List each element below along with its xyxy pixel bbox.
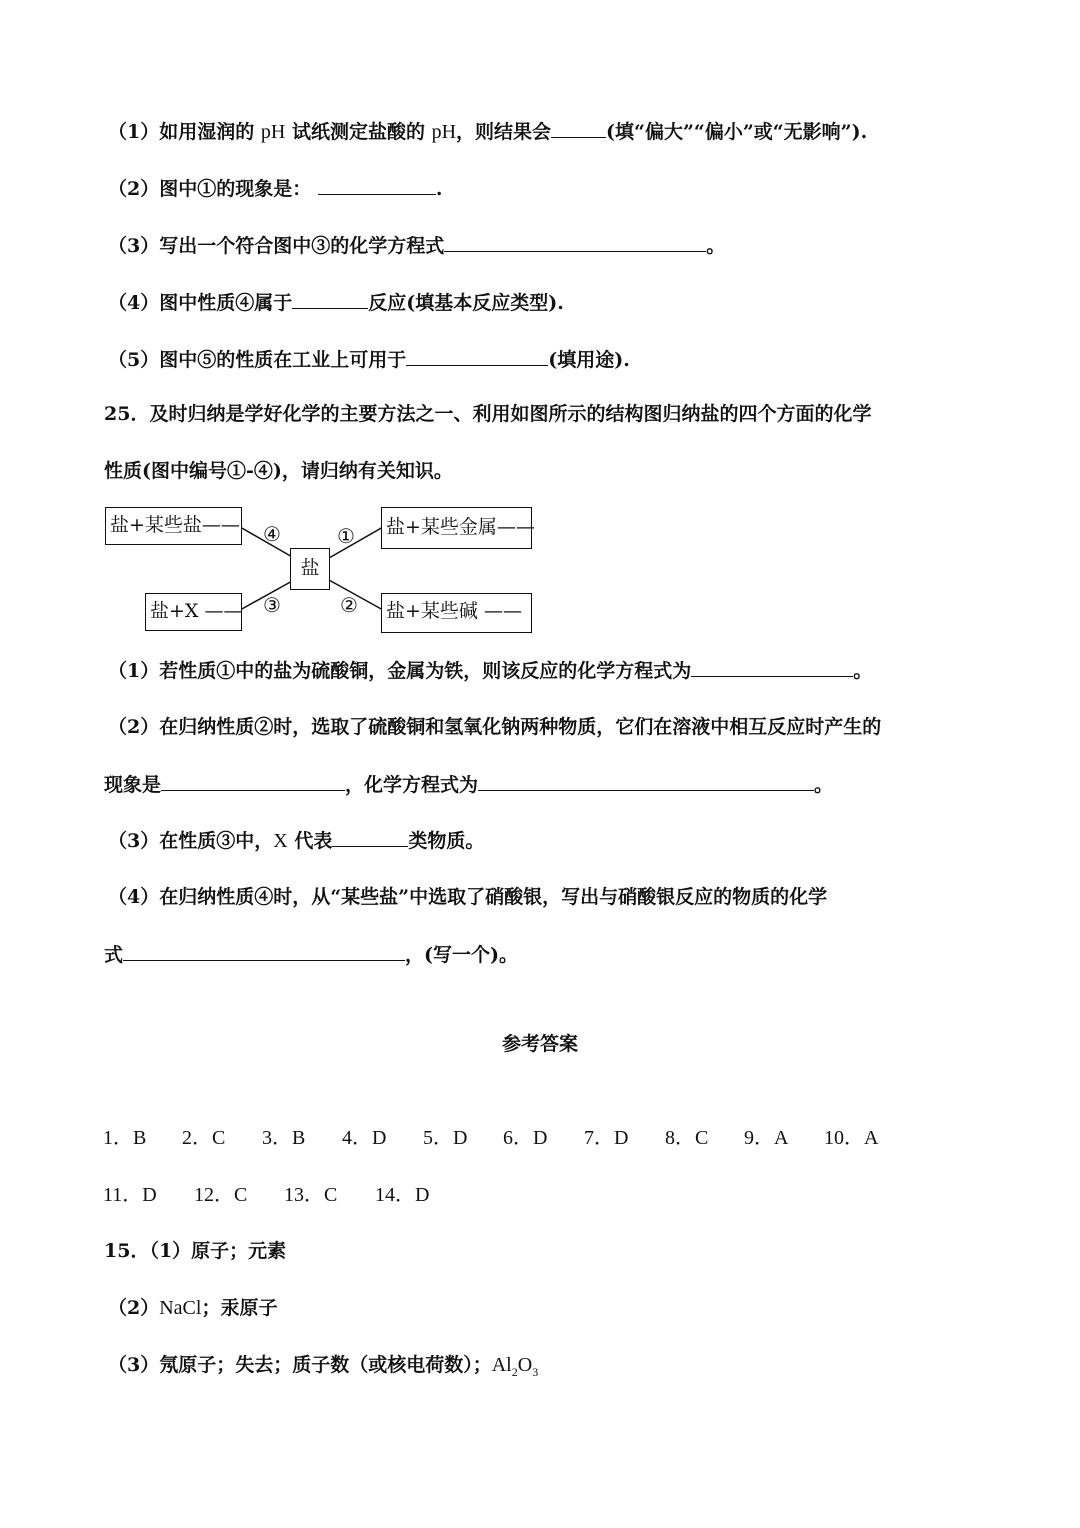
q24-item-2 xyxy=(108,174,442,203)
q24-1-ph-2: pH xyxy=(431,121,457,143)
answer-15-2-label: （2） xyxy=(108,1297,160,1319)
box-salt-plus-salt: 盐+某些盐—— xyxy=(105,507,242,545)
q24-item-1 xyxy=(108,117,867,146)
label-circled-2: ② xyxy=(340,593,358,617)
q25-3-text-c: 类物质。 xyxy=(408,830,485,852)
q25-3-text-b: 代表 xyxy=(294,830,333,852)
q24-5-blank[interactable] xyxy=(406,345,548,366)
answer-2: 2．C xyxy=(182,1127,226,1149)
answer-5: 5．D xyxy=(423,1127,468,1149)
q25-2-text-c: ，化学方程式为 xyxy=(345,774,479,796)
answer-6: 6．D xyxy=(503,1127,548,1149)
q25-2-blank-phenomenon[interactable] xyxy=(161,770,345,791)
q24-3-text-b: 。 xyxy=(706,235,726,257)
formula-o: O xyxy=(517,1354,533,1376)
answer-7: 7．D xyxy=(584,1127,629,1149)
q25-item-4-line-2 xyxy=(104,940,518,969)
answer-15-3-formula xyxy=(491,1354,539,1379)
q24-1-text-d: (填“偏大”“偏小”或“无影响”). xyxy=(606,121,868,143)
answer-4: 4．D xyxy=(342,1127,387,1149)
answer-10: 10．A xyxy=(824,1127,879,1149)
q25-4-text-b: 式 xyxy=(104,944,124,966)
q25-stem-line-2: 性质(图中编号①-④)，请归纳有关知识。 xyxy=(104,460,453,482)
q25-4-blank[interactable] xyxy=(123,940,405,961)
q24-5-text-b: (填用途). xyxy=(548,349,630,371)
label-circled-4: ④ xyxy=(263,522,281,546)
salt-properties-diagram xyxy=(100,500,540,640)
q24-item-4 xyxy=(108,288,564,317)
q25-2-blank-equation[interactable] xyxy=(478,770,814,791)
q25-2-text-b: 现象是 xyxy=(104,774,162,796)
answer-15-2-nacl: NaCl xyxy=(159,1297,202,1319)
formula-al: Al xyxy=(491,1354,512,1376)
answer-9: 9．A xyxy=(744,1127,789,1149)
label-circled-1: ① xyxy=(337,524,355,548)
answer-12: 12．C xyxy=(194,1184,248,1206)
q24-1-text-a: （1）如用湿润的 xyxy=(108,121,255,143)
q24-3-text-a: （3）写出一个符合图中③的化学方程式 xyxy=(108,235,445,257)
answer-14: 14．D xyxy=(375,1184,430,1206)
q25-item-2-line-2 xyxy=(104,770,833,799)
q24-4-blank[interactable] xyxy=(292,288,368,309)
q25-3-text-a: （3）在性质③中， xyxy=(108,830,274,852)
q25-item-2-line-1: （2）在归纳性质②时，选取了硫酸铜和氢氧化钠两种物质，它们在溶液中相互反应时产生的 xyxy=(108,716,882,738)
q24-2-blank[interactable] xyxy=(318,174,436,195)
answer-13: 13．C xyxy=(284,1184,338,1206)
answers-title: 参考答案 xyxy=(501,1033,578,1055)
answer-15-part-1: 15．（1）原子；元素 xyxy=(104,1240,287,1262)
formula-sub-2: 2 xyxy=(511,1365,518,1379)
q25-1-text-b: 。 xyxy=(853,660,873,682)
q24-1-text-c: ，则结果会 xyxy=(456,121,552,143)
q24-item-3 xyxy=(108,231,725,260)
q24-item-5 xyxy=(108,345,630,374)
q24-1-blank[interactable] xyxy=(551,117,606,138)
q24-3-blank[interactable] xyxy=(444,231,706,252)
q24-1-ph-1: pH xyxy=(260,121,286,143)
answers-row-1 xyxy=(103,1124,878,1152)
q25-2-text-d: 。 xyxy=(814,774,834,796)
box-salt-center: 盐 xyxy=(290,548,330,590)
answer-15-3-text: （3）氖原子；失去；质子数（或核电荷数）； xyxy=(108,1354,492,1376)
answer-15-2-text: ；汞原子 xyxy=(201,1297,278,1319)
answers-row-2 xyxy=(103,1181,429,1209)
q24-4-text-a: （4）图中性质④属于 xyxy=(108,292,293,314)
q25-stem-line-1: 25．及时归纳是学好化学的主要方法之一、利用如图所示的结构图归纳盐的四个方面的化学 xyxy=(104,403,872,425)
answer-8: 8．C xyxy=(665,1127,709,1149)
answer-15-part-2 xyxy=(108,1294,277,1322)
q25-4-text-c: ，(写一个)。 xyxy=(405,944,518,966)
label-circled-3: ③ xyxy=(263,593,281,617)
q25-item-3 xyxy=(108,826,484,855)
q25-1-text-a: （1）若性质①中的盐为硫酸铜，金属为铁，则该反应的化学方程式为 xyxy=(108,660,692,682)
q24-5-text-a: （5）图中⑤的性质在工业上可用于 xyxy=(108,349,407,371)
q24-1-text-b: 试纸测定盐酸的 xyxy=(291,121,425,143)
answer-15-part-3 xyxy=(108,1351,538,1386)
answer-3: 3．B xyxy=(262,1127,306,1149)
q25-item-1 xyxy=(108,656,872,685)
box-salt-plus-x: 盐+X —— xyxy=(145,593,242,631)
q25-item-4-line-1: （4）在归纳性质④时，从“某些盐”中选取了硝酸银，写出与硝酸银反应的物质的化学 xyxy=(108,886,828,908)
q25-3-blank[interactable] xyxy=(332,826,408,847)
box-salt-plus-base: 盐+某些碱 —— xyxy=(381,593,532,633)
answer-11: 11．D xyxy=(103,1184,157,1206)
q24-2-text-a: （2）图中①的现象是： xyxy=(108,178,312,200)
q24-4-text-b: 反应(填基本反应类型). xyxy=(368,292,564,314)
answer-1: 1．B xyxy=(103,1127,147,1149)
q25-1-blank[interactable] xyxy=(691,656,853,677)
box-salt-plus-metal: 盐+某些金属—— xyxy=(381,507,532,549)
q24-2-text-b: . xyxy=(435,178,443,200)
q25-3-x: X xyxy=(273,830,288,852)
formula-sub-3: 3 xyxy=(532,1365,539,1379)
